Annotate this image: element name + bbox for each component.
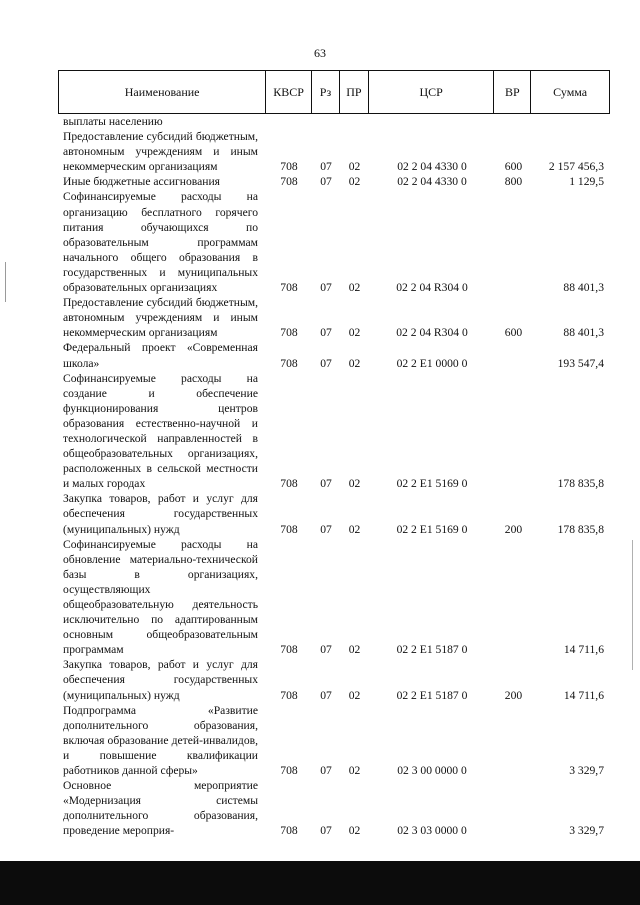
- row-rz: 07: [320, 643, 332, 657]
- row-pr: 02: [348, 764, 361, 778]
- table-row: [58, 340, 610, 370]
- row-pr: 02: [348, 160, 361, 174]
- row-name: Основное мероприятие «Модернизация системы дополнительного образования, проведение мероприя-: [63, 779, 258, 838]
- table-row: [58, 371, 610, 492]
- row-pr: 02: [348, 326, 361, 340]
- row-kvsr: 708: [280, 160, 298, 174]
- header-vr: ВР: [494, 71, 531, 113]
- row-rz: 07: [320, 175, 332, 189]
- row-pr: 02: [348, 688, 361, 702]
- table-row: [58, 778, 610, 838]
- row-csr: 02 2 04 R304 0: [396, 281, 468, 295]
- row-name: Предоставление субсидий бюджетным, автономным учреждениям и иным некоммерческим организациям: [63, 296, 258, 340]
- row-sum: 14 711,6: [563, 688, 604, 702]
- table-row: [58, 129, 610, 174]
- row-kvsr: 708: [280, 824, 298, 838]
- row-kvsr: 708: [280, 326, 298, 340]
- row-vr: 800: [504, 175, 523, 189]
- header-csr: ЦСР: [369, 71, 495, 113]
- row-vr: 200: [504, 688, 523, 702]
- row-rz: 07: [320, 160, 332, 174]
- row-sum: 14 711,6: [563, 643, 604, 657]
- table-row: [58, 703, 610, 778]
- row-rz: 07: [320, 477, 332, 491]
- scan-bottom-band: [0, 861, 640, 905]
- row-name: Иные бюджетные ассигнования: [63, 175, 220, 189]
- row-sum: 1 129,5: [569, 175, 604, 189]
- row-rz: 07: [320, 688, 332, 702]
- row-csr: 02 2 E1 5187 0: [396, 643, 468, 657]
- row-pr: 02: [348, 824, 361, 838]
- row-sum: 2 157 456,3: [548, 160, 604, 174]
- row-name: Предоставление субсидий бюджетным, автономным учреждениям и иным некоммерческим организациям: [63, 130, 258, 174]
- header-sum: Сумма: [553, 84, 588, 99]
- row-pr: 02: [348, 356, 361, 370]
- header-rz: Рз: [312, 71, 340, 113]
- row-sum: 88 401,3: [563, 281, 604, 295]
- table-row: [58, 491, 610, 536]
- row-kvsr: 708: [280, 281, 298, 295]
- row-csr: 02 2 E1 0000 0: [396, 356, 468, 370]
- row-rz: 07: [320, 764, 332, 778]
- page-number: 63: [314, 46, 326, 60]
- row-csr: 02 2 04 4330 0: [397, 160, 467, 174]
- table-row: [58, 189, 610, 295]
- row-rz: 07: [320, 522, 332, 536]
- row-sum: 88 401,3: [563, 326, 604, 340]
- row-pr: 02: [348, 643, 361, 657]
- row-rz: 07: [320, 356, 332, 370]
- row-name: Федеральный проект «Современная школа»: [63, 341, 258, 370]
- row-name: Подпрограмма «Развитие дополнительного образования, включая образование детей-инвалидов, и повышение квалификации работников данной сферы»: [63, 703, 258, 778]
- row-kvsr: 708: [280, 688, 298, 702]
- row-sum: 178 835,8: [557, 522, 604, 536]
- scan-edge-mark: [5, 262, 6, 302]
- row-rz: 07: [320, 281, 332, 295]
- row-kvsr: 708: [280, 643, 298, 657]
- row-kvsr: 708: [280, 175, 298, 189]
- row-csr: 02 3 03 0000 0: [397, 824, 467, 838]
- row-pr: 02: [348, 175, 361, 189]
- row-name: выплаты населению: [63, 115, 163, 128]
- row-pr: 02: [348, 522, 361, 536]
- table-body: [58, 114, 610, 839]
- row-csr: 02 2 04 4330 0: [397, 175, 467, 189]
- row-sum: 3 329,7: [569, 824, 604, 838]
- table-row: [58, 295, 610, 340]
- row-kvsr: 708: [280, 764, 298, 778]
- row-sum: 178 835,8: [557, 477, 604, 491]
- row-pr: 02: [348, 477, 361, 491]
- row-sum: 3 329,7: [569, 764, 604, 778]
- table-row: [58, 657, 610, 702]
- row-name: Софинансируемые расходы на обновление материально-технической базы в организациях, осуществляющих общеобразовательную деятельность исключительно по адаптированным основным общеобразовательным программам: [63, 537, 258, 657]
- row-rz: 07: [320, 824, 332, 838]
- header-name: Наименование: [59, 71, 266, 113]
- row-csr: 02 3 00 0000 0: [397, 764, 467, 778]
- row-name: Софинансируемые расходы на создание и обеспечение функционирования центров образования естественно-научной и технологической направленностей в общеобразовательных организациях, расположенных в сельской местности и малых городах: [63, 371, 258, 491]
- table-header: [58, 70, 610, 114]
- row-csr: 02 2 E1 5187 0: [396, 688, 468, 702]
- row-kvsr: 708: [280, 522, 298, 536]
- row-rz: 07: [320, 326, 332, 340]
- row-vr: 600: [504, 160, 523, 174]
- row-csr: 02 2 04 R304 0: [396, 326, 468, 340]
- row-vr: 600: [504, 326, 523, 340]
- header-kvsr: КВСР: [266, 71, 312, 113]
- budget-table: [58, 70, 610, 839]
- row-kvsr: 708: [280, 477, 298, 491]
- row-name: Закупка товаров, работ и услуг для обеспечения государственных (муниципальных) нужд: [63, 492, 258, 536]
- scan-edge-mark: [632, 540, 633, 670]
- row-csr: 02 2 E1 5169 0: [396, 477, 468, 491]
- row-name: Софинансируемые расходы на организацию бесплатного горячего питания обучающихся по образовательным программам начального общего образования в государственных и муниципальных образовательных организациях: [63, 190, 258, 295]
- row-pr: 02: [348, 281, 361, 295]
- row-name: Закупка товаров, работ и услуг для обеспечения государственных (муниципальных) нужд: [63, 658, 258, 702]
- table-row: [58, 174, 610, 189]
- row-kvsr: 708: [280, 356, 298, 370]
- row-sum: 193 547,4: [557, 356, 604, 370]
- row-vr: 200: [504, 522, 523, 536]
- table-row: [58, 537, 610, 658]
- table-row: [58, 114, 610, 129]
- row-csr: 02 2 E1 5169 0: [396, 522, 468, 536]
- header-pr: ПР: [340, 71, 369, 113]
